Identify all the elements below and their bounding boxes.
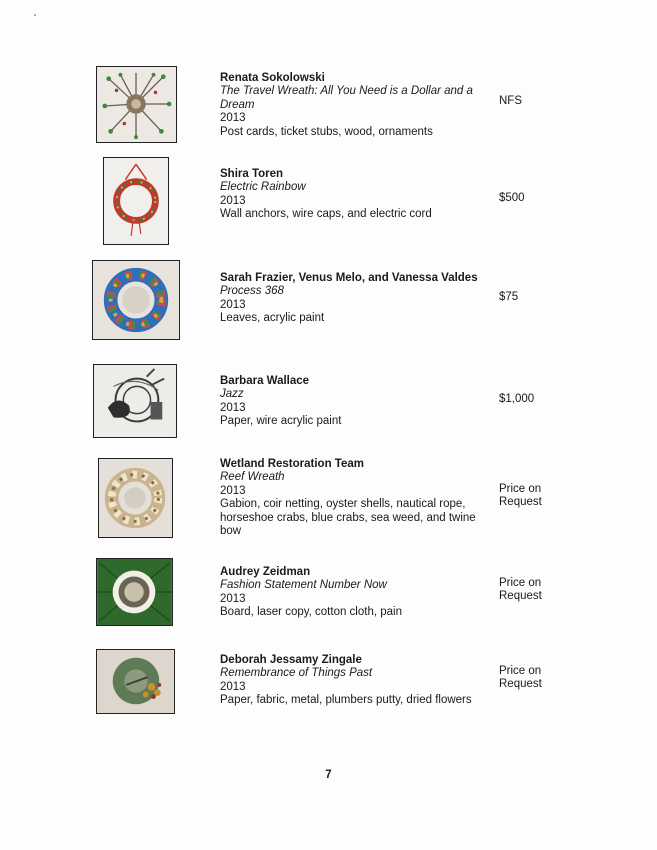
artwork-info — [220, 72, 490, 139]
artwork-thumbnail — [96, 66, 177, 143]
artwork-title: Electric Rainbow — [220, 181, 306, 194]
artwork-title: Jazz — [220, 388, 244, 401]
artwork-thumbnail — [98, 458, 173, 538]
artwork-materials: Paper, wire acrylic paint — [220, 415, 342, 428]
artwork-price: Price on Request — [499, 483, 542, 509]
artist-name: Deborah Jessamy Zingale — [220, 654, 362, 666]
artwork-price: $1,000 — [499, 393, 535, 405]
scan-speck — [34, 14, 36, 16]
artwork-info — [220, 375, 490, 429]
artwork-year: 2013 — [220, 592, 246, 605]
artwork-year: 2013 — [220, 401, 246, 414]
artwork-title: Fashion Statement Number Now — [220, 579, 387, 592]
artwork-year: 2013 — [220, 112, 246, 125]
artwork-year: 2013 — [220, 680, 246, 693]
artist-name: Audrey Zeidman — [220, 566, 311, 578]
artwork-materials: Gabion, coir netting, oyster shells, nautical rope, horseshoe crabs, blue crabs, sea weed, and twine bow — [220, 498, 476, 538]
artwork-thumbnail — [96, 558, 173, 626]
artwork-thumbnail — [103, 157, 169, 245]
artist-name: Shira Toren — [220, 168, 284, 180]
artwork-price: $500 — [499, 192, 525, 204]
artwork-year: 2013 — [220, 194, 246, 207]
artwork-price: $75 — [499, 291, 519, 303]
artwork-materials: Leaves, acrylic paint — [220, 312, 325, 325]
artwork-materials: Paper, fabric, metal, plumbers putty, dried flowers — [220, 694, 472, 707]
artwork-price: Price on Request — [499, 577, 542, 603]
artist-name: Renata Sokolowski — [220, 72, 325, 84]
artwork-materials: Wall anchors, wire caps, and electric cord — [220, 208, 432, 221]
artwork-materials: Post cards, ticket stubs, wood, ornaments — [220, 125, 433, 138]
artwork-info — [220, 458, 490, 538]
artist-name: Wetland Restoration Team — [220, 458, 364, 470]
artwork-info — [220, 654, 490, 708]
artwork-title: Process 368 — [220, 285, 284, 298]
artist-name: Barbara Wallace — [220, 375, 310, 387]
artwork-title: The Travel Wreath: All You Need is a Dollar and a Dream — [220, 85, 473, 111]
artwork-title: Remembrance of Things Past — [220, 667, 373, 680]
artwork-thumbnail — [93, 364, 177, 438]
artwork-info — [220, 168, 490, 222]
artwork-price: Price on Request — [499, 665, 542, 691]
artwork-thumbnail — [96, 649, 175, 714]
artist-name: Sarah Frazier, Venus Melo, and Vanessa Valdes — [220, 272, 478, 284]
page-number: 7 — [325, 769, 332, 781]
artwork-materials: Board, laser copy, cotton cloth, pain — [220, 606, 402, 619]
artwork-info — [220, 272, 490, 326]
artwork-year: 2013 — [220, 484, 246, 497]
artwork-year: 2013 — [220, 298, 246, 311]
artwork-thumbnail — [92, 260, 180, 340]
artwork-title: Reef Wreath — [220, 471, 285, 484]
artwork-price: NFS — [499, 95, 522, 107]
artwork-info — [220, 566, 490, 620]
